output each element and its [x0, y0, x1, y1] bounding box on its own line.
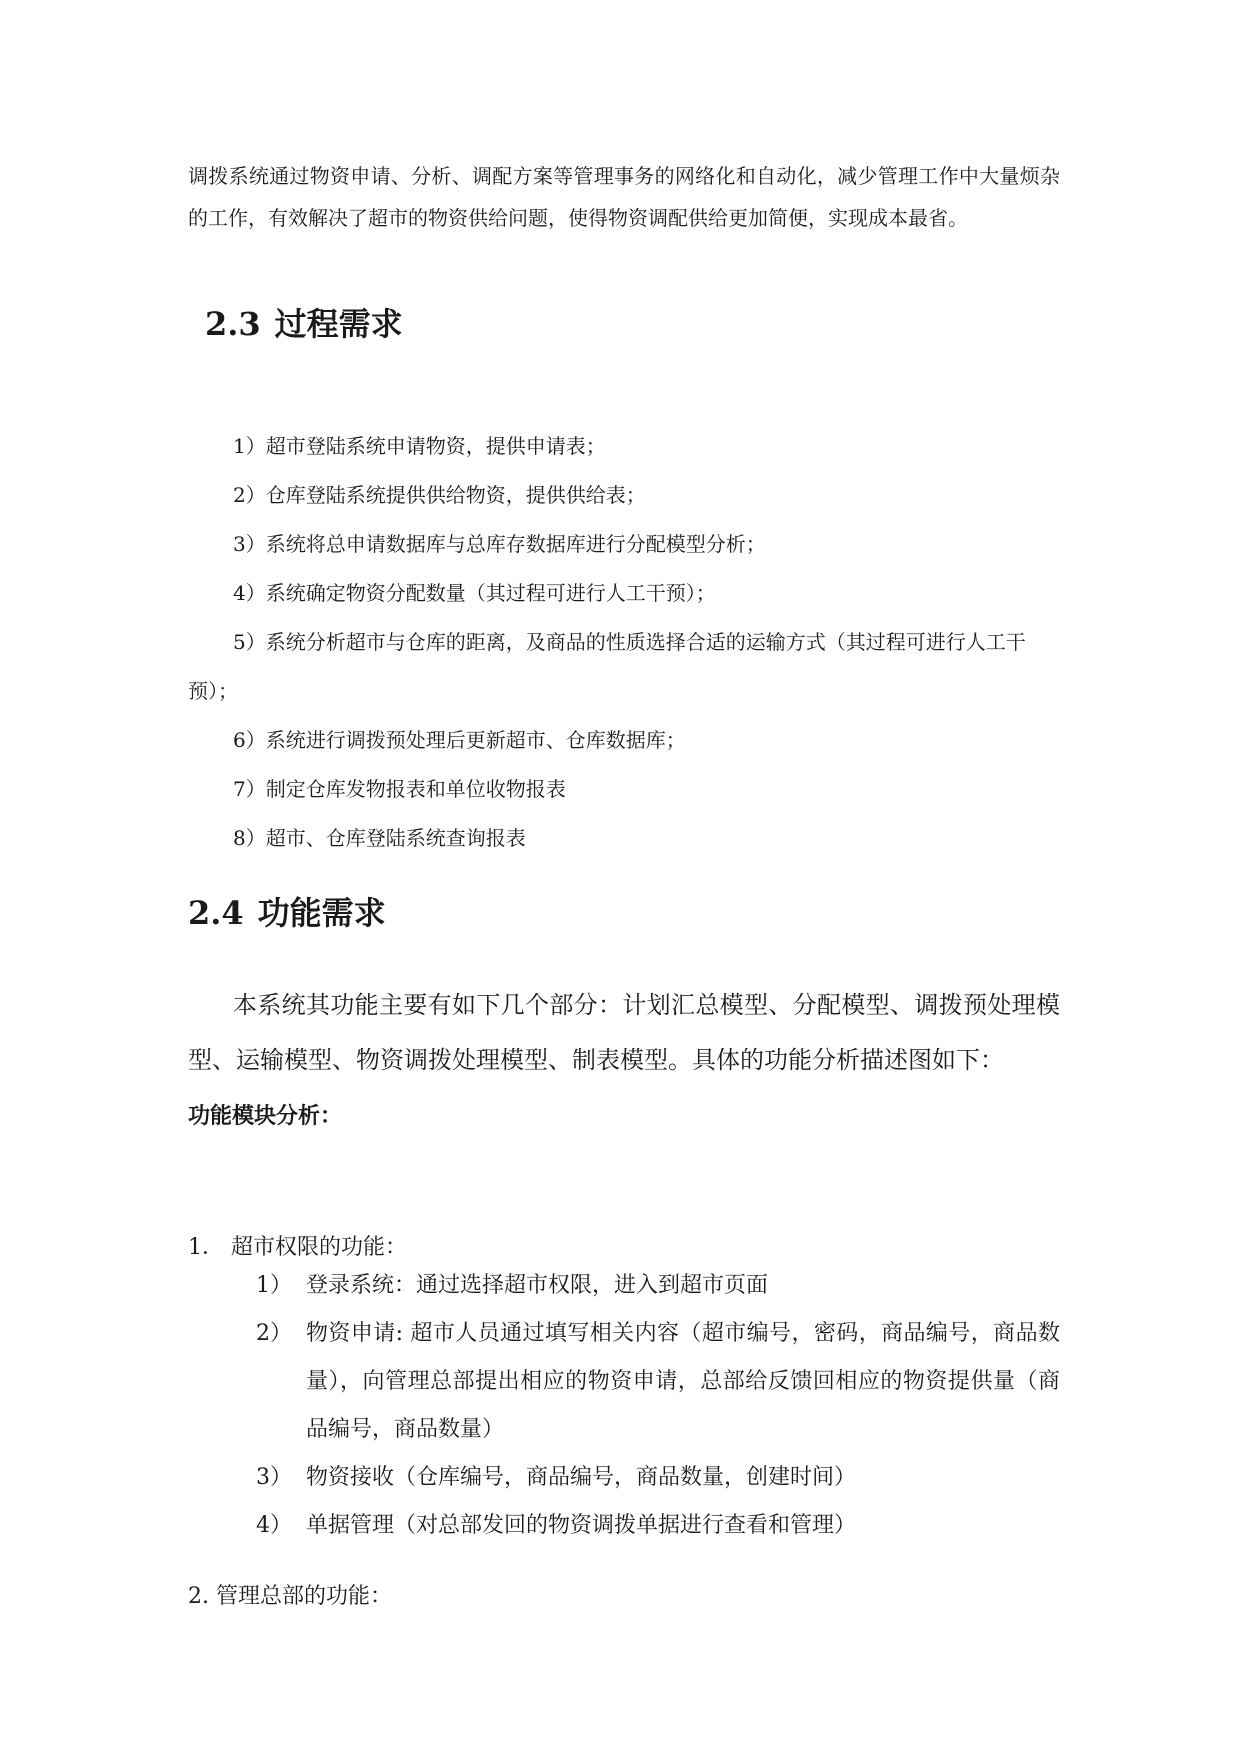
- heading-2-3-number: 2.3: [205, 305, 261, 343]
- heading-2-3-title: 过程需求: [274, 305, 403, 343]
- list-marker: 3）: [256, 1465, 292, 1490]
- list-marker: 4）: [256, 1513, 292, 1538]
- list-text: 物资申请: 超市人员通过填写相关内容（超市编号，密码，商品编号，商品数量），向管理总部提出相应的物资申请，总部给反馈回相应的物资提供量（商品编号，商品数量）: [306, 1321, 1060, 1442]
- heading-2-4-title: 功能需求: [257, 894, 386, 932]
- list-item: 2）仓库登陆系统提供供给物资，提供供给表；: [233, 483, 646, 507]
- list-item: 5）系统分析超市与仓库的距离，及商品的性质选择合适的运输方式（其过程可进行人工干预）；: [188, 630, 1026, 703]
- intro-paragraph: 调拨系统通过物资申请、分析、调配方案等管理事务的网络化和自动化，减少管理工作中大量烦杂的工作，有效解决了超市的物资供给问题，使得物资调配供给更加简便，实现成本最省。: [188, 164, 1060, 230]
- list-item: 4）系统确定物资分配数量（其过程可进行人工干预）；: [233, 581, 716, 605]
- list-item: 3）系统将总申请数据库与总库存数据库进行分配模型分析；: [233, 532, 766, 556]
- list-item: [256, 1310, 1060, 1454]
- function-overview-paragraph: 本系统其功能主要有如下几个部分：计划汇总模型、分配模型、调拨预处理模型、运输模型、物资调拨处理模型、制表模型。具体的功能分析描述图如下：: [188, 991, 1060, 1074]
- list-text: 物资接收（仓库编号，商品编号，商品数量，创建时间）: [306, 1465, 857, 1490]
- list-item: 8）超市、仓库登陆系统查询报表: [233, 826, 526, 850]
- list-marker: 2）: [256, 1321, 292, 1346]
- list-item: 6）系统进行调拨预处理后更新超市、仓库数据库；: [233, 728, 686, 752]
- supermarket-functions-list: [256, 1262, 1060, 1550]
- list-text: 单据管理（对总部发回的物资调拨单据进行查看和管理）: [306, 1513, 857, 1538]
- list-text: 登录系统：通过选择超市权限，进入到超市页面: [306, 1273, 769, 1298]
- list-item: 7）制定仓库发物报表和单位收物报表: [233, 777, 566, 801]
- headquarters-functions-heading: 2. 管理总部的功能：: [188, 1584, 392, 1609]
- process-requirements-list: [188, 422, 1060, 863]
- function-module-label: 功能模块分析：: [188, 1104, 343, 1129]
- list-marker: 1）: [256, 1273, 292, 1298]
- list-item: [256, 1262, 1060, 1310]
- list-item: [256, 1502, 1060, 1550]
- supermarket-functions-heading: 1． 超市权限的功能：: [188, 1235, 407, 1260]
- heading-2-4: [188, 893, 386, 933]
- heading-2-4-number: 2.4: [188, 894, 244, 932]
- list-item: 1）超市登陆系统申请物资，提供申请表；: [233, 434, 606, 458]
- heading-2-3: [205, 304, 403, 344]
- list-item: [256, 1454, 1060, 1502]
